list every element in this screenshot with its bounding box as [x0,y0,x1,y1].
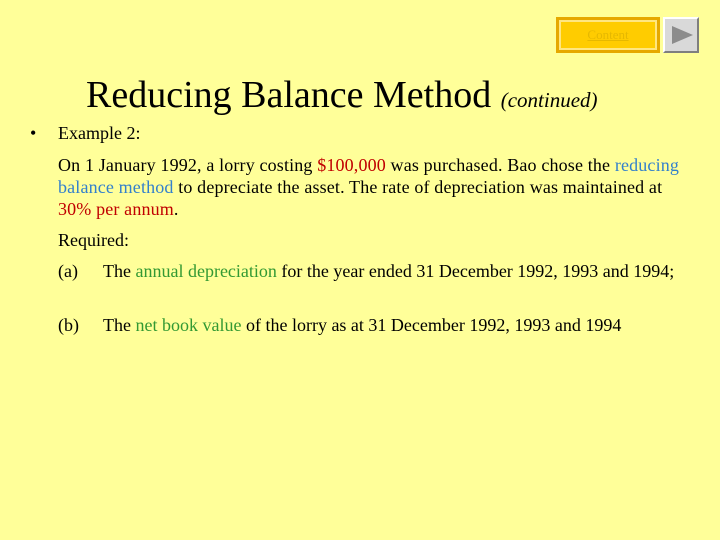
method-term: reducing balance method [58,155,680,197]
bullet-example [30,122,140,144]
item-marker: (b) [58,315,79,335]
content-button-label: Content [587,27,629,42]
item-text-end: for the year ended 31 December 1992, 1993 and 1994; [276,261,675,281]
item-text-start: The [103,315,136,335]
cost-value: $100,000 [317,155,386,175]
item-highlight: net book value [135,315,242,335]
title-sub: (continued) [500,88,598,112]
item-text-end: of the lorry as at 31 December 1992, 1993 and 1994 [241,315,622,335]
rate-value: 30% per annum [58,199,174,219]
next-slide-button[interactable] [663,17,699,53]
required-label: Required: [58,230,129,250]
item-text [103,260,703,282]
title-main: Reducing Balance Method [86,74,492,116]
example-paragraph [58,154,698,220]
item-highlight: annual depreciation [135,261,277,281]
bullet-text: Example 2: [58,123,141,143]
para-text-3: to depreciate the asset. The rate of depreciation was maintained at [173,177,663,197]
item-marker: (a) [58,261,78,281]
slide-title [86,72,598,123]
bullet-symbol: • [30,123,37,143]
para-text-4: . [173,199,179,219]
play-triangle-icon [669,24,695,46]
item-text-start: The [103,261,136,281]
item-text [103,314,703,336]
para-text-1: On 1 January 1992, a lorry costing [58,155,318,175]
para-text-2: was purchased. Bao chose the [385,155,615,175]
content-button[interactable] [556,17,660,53]
